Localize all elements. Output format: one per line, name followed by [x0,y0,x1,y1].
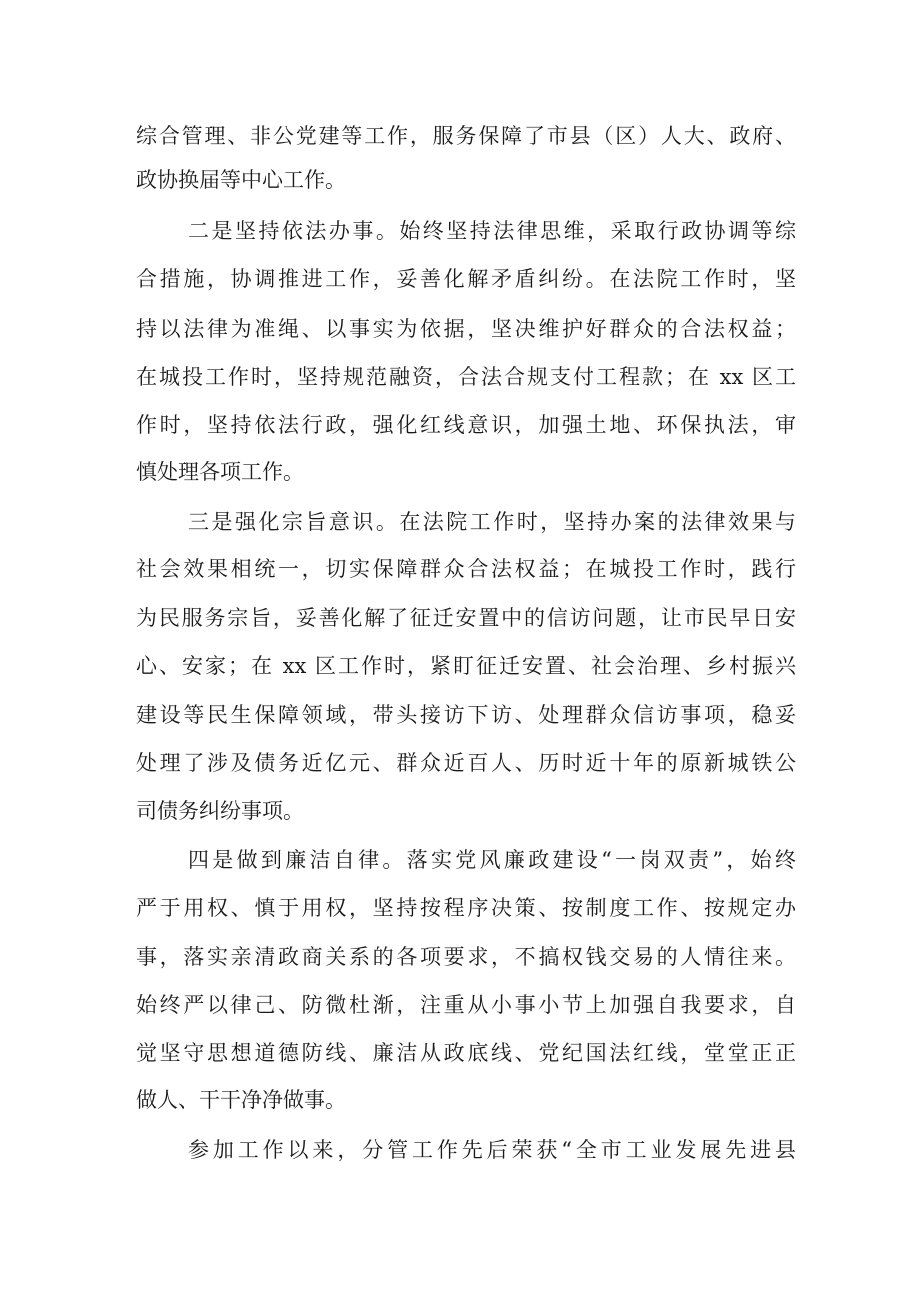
text-line: 始终严以律己、防微杜渐，注重从小事小节上加强自我要求，自 [136,993,796,1017]
text-line: 司债务纠纷事项。 [136,799,304,823]
text-line: 事，落实亲清政商关系的各项要求，不搞权钱交易的人情往来。 [136,945,796,969]
text-line: 社会效果相统一，切实保障群众合法权益；在城投工作时，践行 [136,557,796,581]
text-line: 综合管理、非公党建等工作，服务保障了市县（区）人大、政府、 [136,124,796,148]
text-line: 觉坚守思想道德防线、廉洁从政底线、党纪国法红线，堂堂正正 [136,1041,796,1065]
text-line: 处理了涉及债务近亿元、群众近百人、历时近十年的原新城铁公 [136,751,796,775]
text-line: 作时，坚持依法行政，强化红线意识，加强土地、环保执法，审 [136,413,796,437]
text-line: 为民服务宗旨，妥善化解了征迁安置中的信访问题，让市民早日安 [136,606,796,630]
paragraph-first-line: 二是坚持依法办事。始终坚持法律思维，采取行政协调等综 [188,219,796,243]
text-line: 在城投工作时，坚持规范融资，合法合规支付工程款；在 xx 区工 [136,365,796,389]
text-line: 慎处理各项工作。 [136,460,304,484]
text-line: 政协换届等中心工作。 [136,168,346,192]
text-line: 严于用权、慎于用权，坚持按程序决策、按制度工作、按规定办 [136,896,796,920]
text-line: 做人、干干净净做事。 [136,1088,346,1112]
paragraph-first-line: 三是强化宗旨意识。在法院工作时，坚持办案的法律效果与 [188,510,796,534]
paragraph-first-line: 四是做到廉洁自律。落实党风廉政建设“一岗双责”，始终 [188,848,796,872]
text-line: 建设等民生保障领域，带头接访下访、处理群众信访事项，稳妥 [136,703,796,727]
text-line: 心、安家；在 xx 区工作时，紧盯征迁安置、社会治理、乡村振兴 [136,654,796,678]
text-line: 持以法律为准绳、以事实为依据，坚决维护好群众的合法权益； [136,317,796,341]
text-line: 合措施，协调推进工作，妥善化解矛盾纠纷。在法院工作时，坚 [136,267,796,291]
paragraph-first-line: 参加工作以来，分管工作先后荣获“全市工业发展先进县 [188,1138,796,1162]
